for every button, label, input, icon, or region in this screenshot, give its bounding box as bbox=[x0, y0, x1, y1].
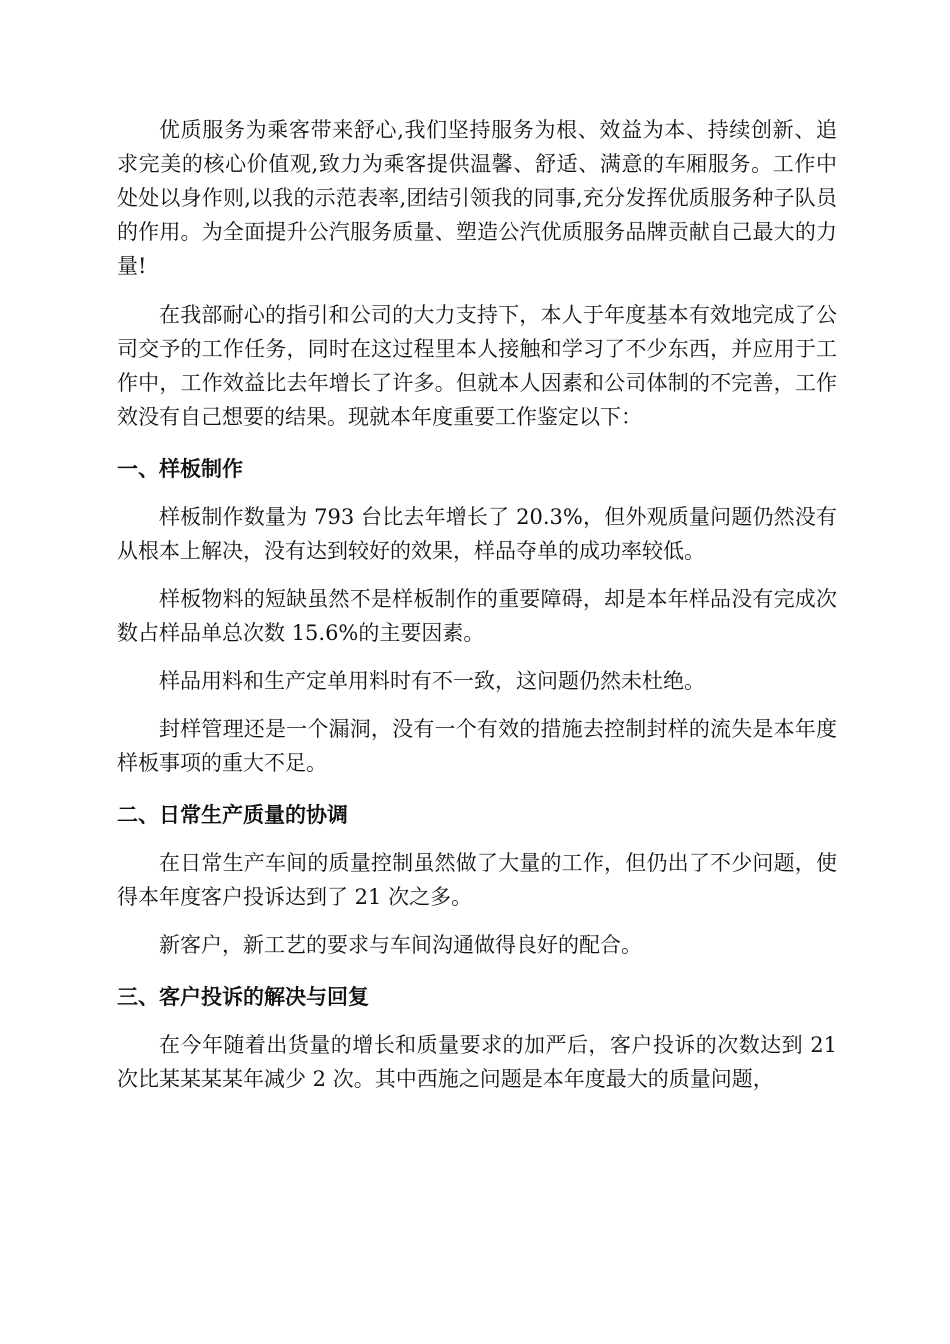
intro-paragraph-summary: 在我部耐心的指引和公司的大力支持下，本人于年度基本有效地完成了公司交予的工作任务，同时在这过程里本人接触和学习了不少东西，并应用于工作中，工作效益比去年增长了许多。但就本人因素和公司体制的不完善，工作效没有自己想要的结果。现就本年度重要工作鉴定以下： bbox=[117, 303, 837, 429]
section-heading-sample-making: 一、样板制作 bbox=[117, 457, 243, 481]
section-heading-production-quality: 二、日常生产质量的协调 bbox=[117, 803, 348, 827]
intro-paragraph-service: 优质服务为乘客带来舒心,我们坚持服务为根、效益为本、持续创新、追求完美的核心价值观,致力为乘客提供温馨、舒适、满意的车厢服务。工作中处处以身作则,以我的示范表率,团结引领我的同事,充分发挥优质服务种子队员的作用。为全面提升公汽服务质量、塑造公汽优质服务品牌贡献自己最大的力量! bbox=[117, 118, 837, 278]
section-heading-customer-complaints: 三、客户投诉的解决与回复 bbox=[117, 985, 369, 1009]
document-body bbox=[117, 113, 837, 1096]
section-1-paragraph: 样品用料和生产定单用料时有不一致，这问题仍然未杜绝。 bbox=[159, 669, 705, 693]
section-3-paragraph: 在今年随着出货量的增长和质量要求的加严后，客户投诉的次数达到 21 次比某某某某年减少 2 次。其中西施之问题是本年度最大的质量问题， bbox=[117, 1033, 837, 1091]
section-1-paragraph: 封样管理还是一个漏洞，没有一个有效的措施去控制封样的流失是本年度样板事项的重大不足。 bbox=[117, 717, 837, 775]
section-2-paragraph: 在日常生产车间的质量控制虽然做了大量的工作，但仍出了不少问题，使得本年度客户投诉达到了 21 次之多。 bbox=[117, 851, 837, 909]
section-2-paragraph: 新客户，新工艺的要求与车间沟通做得良好的配合。 bbox=[159, 933, 642, 957]
section-1-paragraph: 样板物料的短缺虽然不是样板制作的重要障碍，却是本年样品没有完成次数占样品单总次数 15.6%的主要因素。 bbox=[117, 587, 837, 645]
section-1-paragraph: 样板制作数量为 793 台比去年增长了 20.3%，但外观质量问题仍然没有从根本上解决，没有达到较好的效果，样品夺单的成功率较低。 bbox=[117, 505, 837, 563]
